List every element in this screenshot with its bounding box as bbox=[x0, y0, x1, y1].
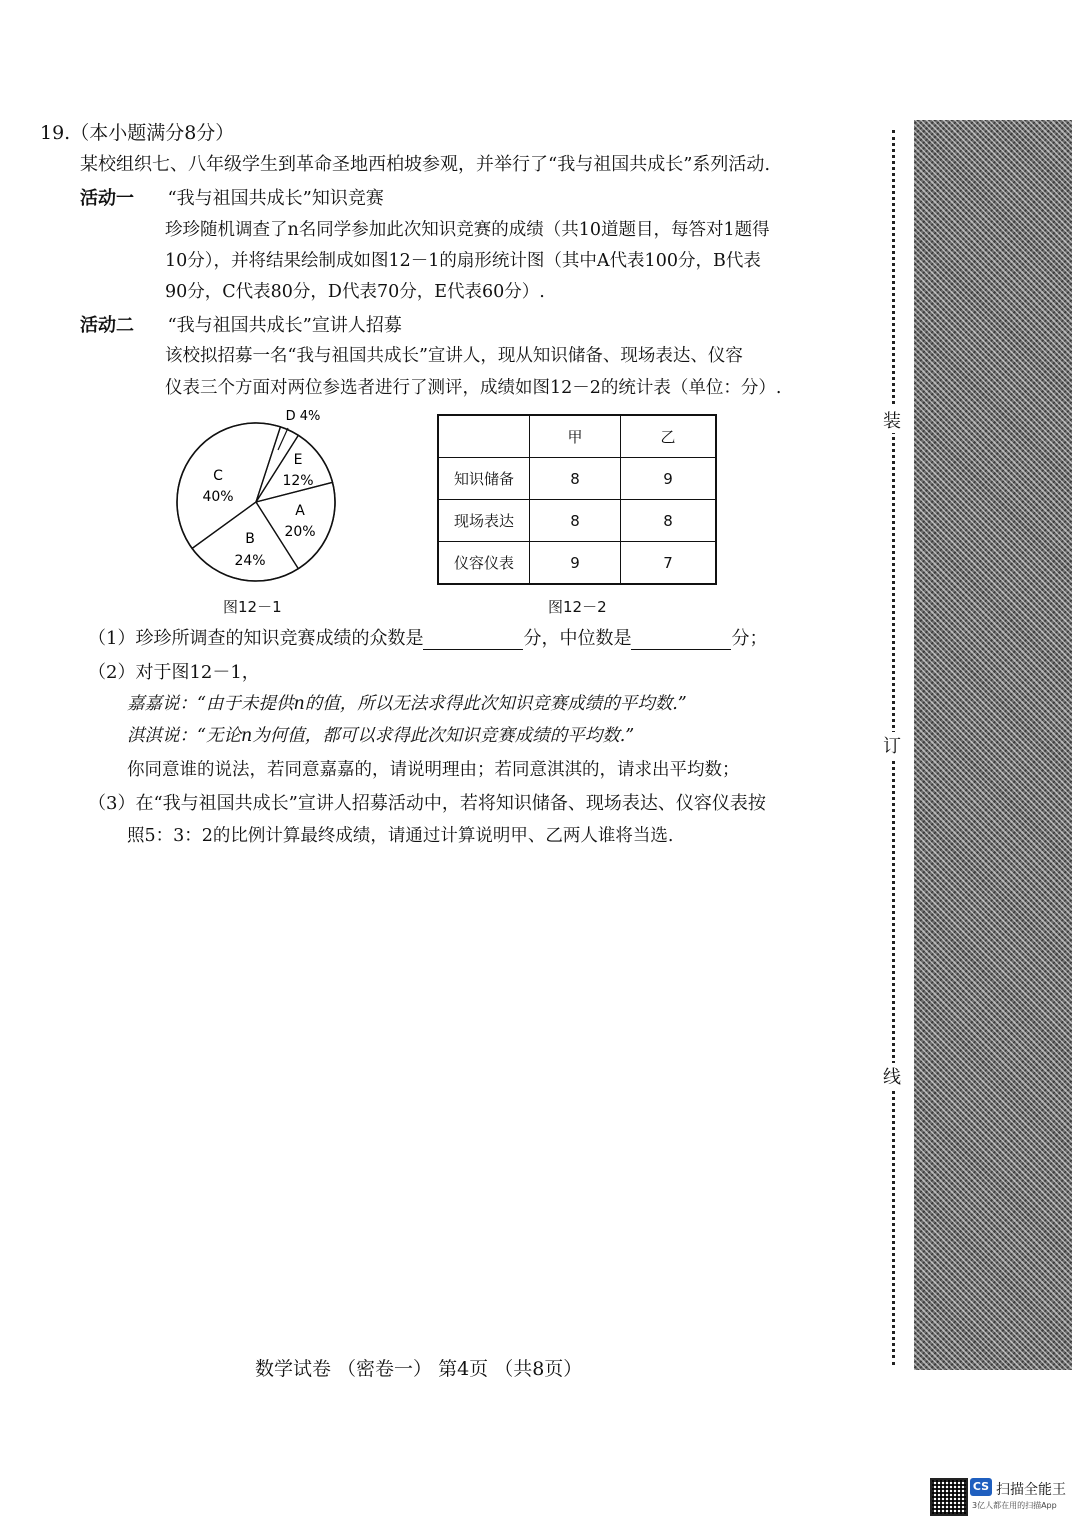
page-footer: 数学试卷 （密卷一） 第4页 （共8页） bbox=[255, 1358, 583, 1380]
table-cell: 8 bbox=[530, 500, 621, 542]
scanner-app-name: 扫描全能王 bbox=[996, 1482, 1066, 1498]
q1-median-blank[interactable] bbox=[631, 631, 731, 650]
question-intro: 某校组织七、八年级学生到革命圣地西柏坡参观，并举行了“我与祖国共成长”系列活动. bbox=[80, 154, 771, 175]
activity1-label: 活动一 bbox=[80, 188, 134, 209]
q1-mid: 分，中位数是 bbox=[523, 628, 632, 649]
table-cell: 8 bbox=[621, 500, 717, 542]
q1-prefix: （1）珍珍所调查的知识竞赛成绩的众数是 bbox=[88, 628, 424, 649]
activity1-title: “我与祖国共成长”知识竞赛 bbox=[167, 188, 384, 209]
table-row bbox=[438, 458, 716, 500]
table-header-jia: 甲 bbox=[530, 415, 621, 458]
q1-mode-blank[interactable] bbox=[423, 631, 523, 650]
binding-char-xian: 线 bbox=[880, 1063, 904, 1089]
table-row-label: 仪容仪表 bbox=[438, 542, 530, 585]
table-header-yi: 乙 bbox=[621, 415, 717, 458]
binding-shaded-strip bbox=[914, 120, 1072, 1370]
table-row bbox=[438, 500, 716, 542]
binding-char-zhuang: 装 bbox=[880, 407, 904, 433]
slice-label-c-value: 40% bbox=[202, 489, 234, 505]
activity1-heading bbox=[80, 184, 384, 210]
scanner-tagline: 3亿人都在用的扫描App bbox=[972, 1501, 1057, 1510]
activity2-heading bbox=[80, 311, 402, 337]
activity1-line-2: 10分），并将结果绘制成如图12－1的扇形统计图（其中A代表100分，B代表 bbox=[165, 251, 761, 271]
slice-label-a-value: 20% bbox=[284, 524, 316, 540]
slice-label-b-value: 24% bbox=[234, 553, 266, 569]
scanner-logo-icon: CS bbox=[970, 1478, 992, 1496]
table-header-row bbox=[438, 415, 716, 458]
activity1-line-1: 珍珍随机调查了n名同学参加此次知识竞赛的成绩（共10道题目，每答对1题得 bbox=[165, 220, 770, 240]
activity2-title: “我与祖国共成长”宣讲人招募 bbox=[167, 315, 402, 336]
question-2-head: （2）对于图12－1， bbox=[88, 662, 260, 683]
table-row-label: 知识储备 bbox=[438, 458, 530, 500]
table-header-cell bbox=[438, 415, 530, 458]
score-table bbox=[437, 414, 717, 585]
activity1-line-3: 90分，C代表80分，D代表70分，E代表60分）. bbox=[165, 282, 545, 302]
table-row-label: 现场表达 bbox=[438, 500, 530, 542]
activity2-label: 活动二 bbox=[80, 315, 134, 336]
q1-suffix: 分； bbox=[731, 628, 768, 649]
question-1 bbox=[88, 624, 767, 650]
qr-code-icon bbox=[930, 1478, 968, 1516]
table-row bbox=[438, 542, 716, 585]
table-cell: 7 bbox=[621, 542, 717, 585]
table-cell: 8 bbox=[530, 458, 621, 500]
question-points: （本小题满分8分） bbox=[70, 122, 235, 144]
table-cell: 9 bbox=[621, 458, 717, 500]
q2-ask: 你同意谁的说法，若同意嘉嘉的，请说明理由；若同意淇淇的，请求出平均数； bbox=[127, 760, 740, 780]
question-3-line-1: （3）在“我与祖国共成长”宣讲人招募活动中，若将知识储备、现场表达、仪容仪表按 bbox=[88, 793, 766, 814]
table-cell: 9 bbox=[530, 542, 621, 585]
activity2-line-2: 仪表三个方面对两位参选者进行了测评，成绩如图12－2的统计表（单位：分）. bbox=[165, 378, 782, 398]
slice-label-a-name: A bbox=[295, 503, 305, 519]
slice-label-e-name: E bbox=[293, 452, 303, 468]
slice-label-c-name: C bbox=[213, 468, 223, 484]
slice-label-b-name: B bbox=[245, 531, 255, 547]
question-header bbox=[40, 118, 234, 145]
slice-label-d: D 4% bbox=[285, 409, 321, 424]
q2-jiajia-statement: 嘉嘉说：“由于未提供n的值，所以无法求得此次知识竞赛成绩的平均数.” bbox=[127, 694, 687, 714]
question-3-line-2: 照5：3：2的比例计算最终成绩，请通过计算说明甲、乙两人谁将当选. bbox=[127, 826, 674, 846]
figure-12-1-caption: 图12－1 bbox=[223, 598, 282, 616]
question-number: 19. bbox=[40, 122, 71, 144]
binding-char-ding: 订 bbox=[880, 732, 904, 758]
q2-qiqi-statement: 淇淇说：“无论n为何值，都可以求得此次知识竞赛成绩的平均数.” bbox=[127, 726, 635, 746]
slice-label-e-value: 12% bbox=[282, 473, 314, 489]
pie-chart bbox=[160, 400, 360, 592]
figure-12-2-caption: 图12－2 bbox=[548, 598, 607, 616]
activity2-line-1: 该校拟招募一名“我与祖国共成长”宣讲人，现从知识储备、现场表达、仪容 bbox=[165, 346, 743, 366]
